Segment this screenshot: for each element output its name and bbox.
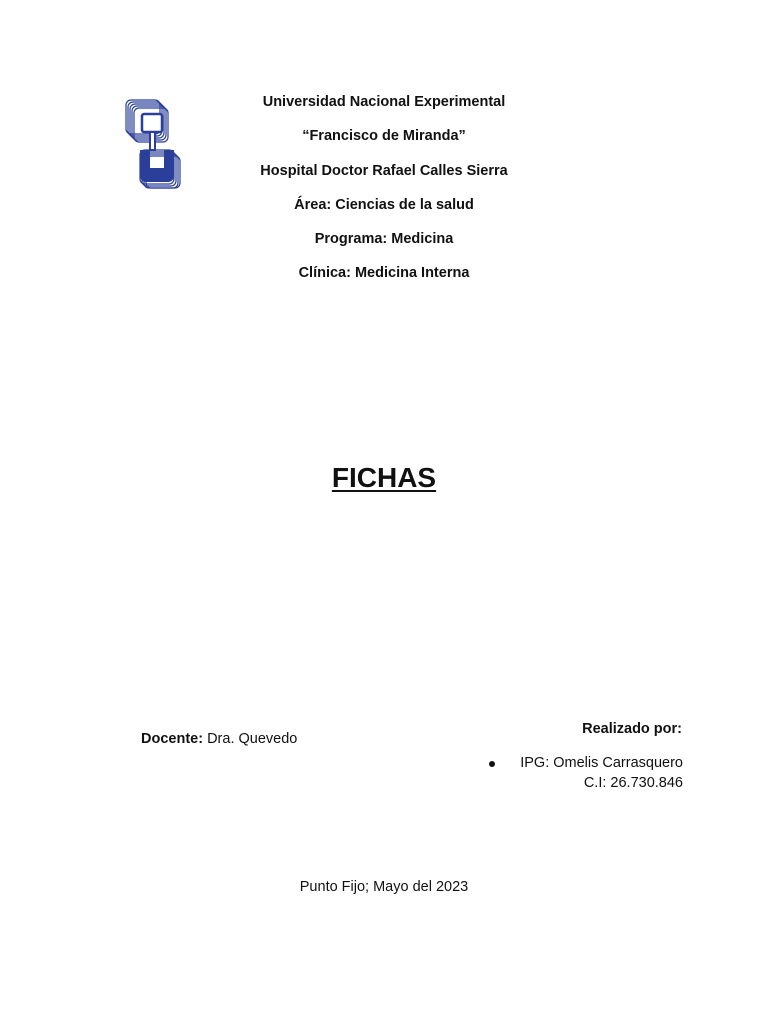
program-line: Programa: Medicina [314, 231, 454, 248]
place-date: Punto Fijo; Mayo del 2023 [299, 879, 469, 895]
author-block [489, 755, 683, 791]
realizado-label: Realizado por: [582, 721, 682, 737]
docente-line [141, 731, 297, 747]
area-line: Área: Ciencias de la salud [294, 196, 474, 213]
institution-header [184, 93, 584, 299]
university-name: Universidad Nacional Experimental [262, 94, 506, 110]
docente-value: Dra. Quevedo [207, 731, 298, 747]
docente-label: Docente: [141, 731, 204, 747]
university-subname: “Francisco de Miranda” [302, 128, 466, 145]
bullet-icon [489, 761, 495, 767]
author-name: IPG: Omelis Carrasquero [520, 755, 683, 771]
clinic-line: Clínica: Medicina Interna [298, 265, 470, 282]
document-title: FICHAS [331, 462, 437, 493]
university-logo-icon [124, 98, 184, 190]
hospital-name: Hospital Doctor Rafael Calles Sierra [260, 162, 508, 179]
author-ci: C.I: 26.730.846 [583, 775, 683, 791]
